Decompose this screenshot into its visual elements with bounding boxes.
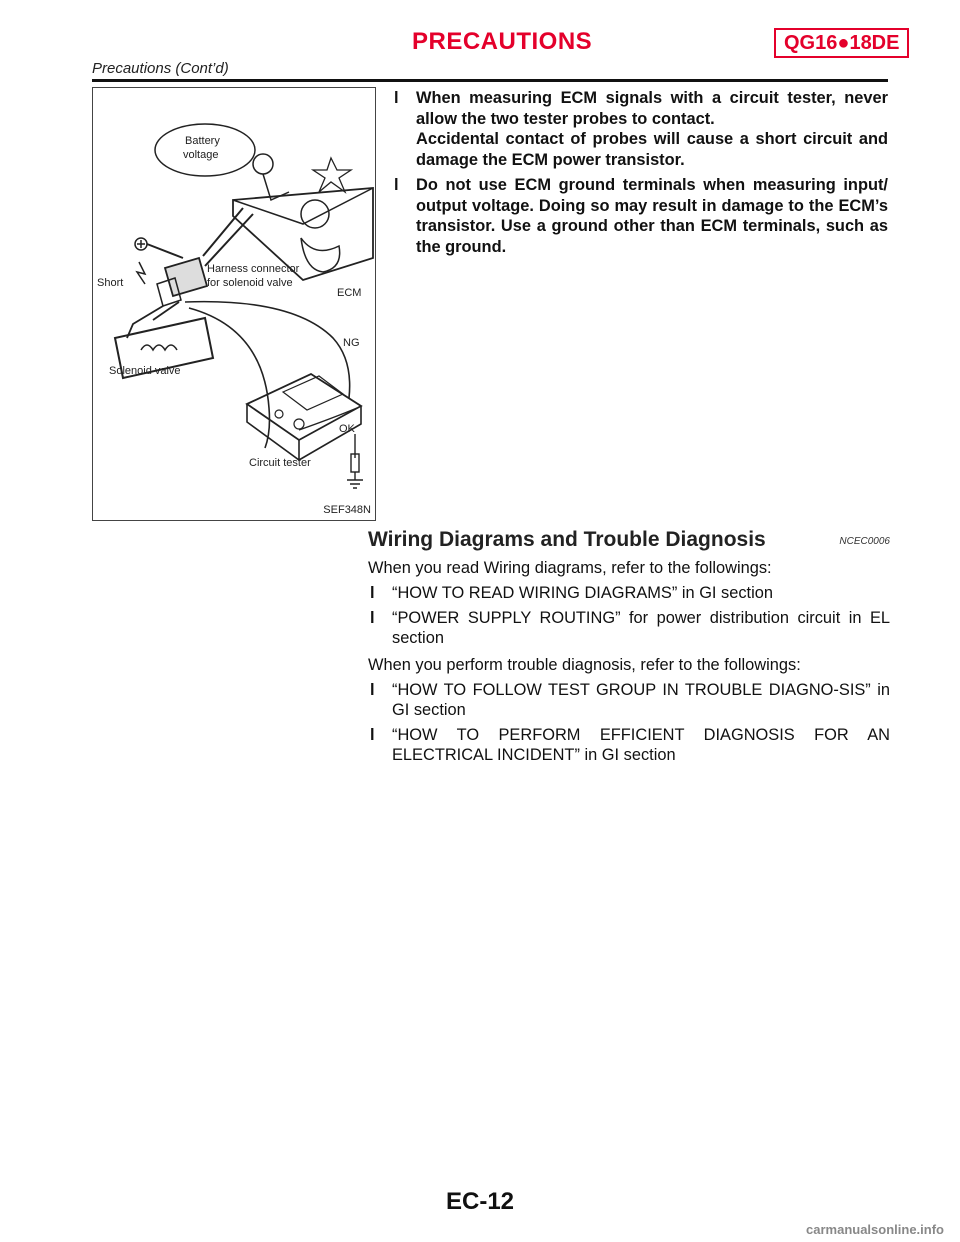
harness-label-2: for solenoid valve <box>207 277 293 289</box>
battery-label-2: voltage <box>183 149 219 161</box>
short-label: Short <box>97 277 124 289</box>
wiring-list <box>368 583 890 649</box>
harness-label-1: Harness connector <box>207 263 300 275</box>
tester-lead-probe <box>189 308 270 448</box>
solenoid-valve-label: Solenoid valve <box>109 365 181 377</box>
tester-dial-icon <box>283 376 343 410</box>
ecm-wheel-icon <box>301 200 329 228</box>
precaution-bullet-list <box>392 88 888 262</box>
bullet-icon: l <box>394 89 399 107</box>
bullet-icon: l <box>370 608 375 627</box>
section-heading <box>368 528 890 556</box>
ecm-measurement-figure <box>92 87 376 521</box>
bullet-icon: l <box>370 725 375 744</box>
list-item-text: “HOW TO FOLLOW TEST GROUP IN TROUBLE DIAGNO-SIS” in GI section <box>392 680 890 719</box>
plus-sign <box>137 240 145 248</box>
bullet-icon: l <box>394 176 399 194</box>
bullet-icon: l <box>370 680 375 699</box>
ok-label: OK <box>339 423 355 435</box>
tester-knob-2 <box>294 419 304 429</box>
precaution-item <box>392 88 888 170</box>
spark-star-icon <box>313 158 351 192</box>
character-head-icon <box>253 154 273 174</box>
list-item <box>368 583 890 604</box>
bullet-icon: l <box>370 584 375 602</box>
list-item-text: “POWER SUPPLY ROUTING” for power distribution circuit in EL section <box>392 608 890 647</box>
figure-id: SEF348N <box>323 504 371 516</box>
section-code: NCEC0006 <box>839 536 890 547</box>
ground-symbol-icon <box>347 472 363 488</box>
harness-connector-icon <box>165 258 207 296</box>
list-item <box>368 608 890 649</box>
ng-label: NG <box>343 337 360 349</box>
wiring-diagrams-section <box>368 528 890 772</box>
ecm-label: ECM <box>337 287 362 299</box>
figure-illustration <box>93 88 375 520</box>
tester-knob-1 <box>275 410 283 418</box>
list-item-text: “HOW TO READ WIRING DIAGRAMS” in GI section <box>392 584 773 602</box>
section-title: Wiring Diagrams and Trouble Diagnosis <box>368 528 766 551</box>
precaution-text: When measuring ECM signals with a circuit tester, never allow the two tester probes to contact. Accidental contact of probes will cause a short circuit and damage the ECM power transistor. <box>416 89 888 169</box>
list-item <box>368 725 890 766</box>
watermark: carmanualsonline.info <box>806 1222 944 1237</box>
character-face-icon <box>301 238 340 272</box>
wiring-intro: When you read Wiring diagrams, refer to the followings: <box>368 559 772 577</box>
precaution-text: Do not use ECM ground terminals when measuring input/ output voltage. Doing so may result in damage to the ECM’s transistor. Use a ground other than ECM terminals, such as the ground. <box>416 176 888 256</box>
list-item-text: “HOW TO PERFORM EFFICIENT DIAGNOSIS FOR AN ELECTRICAL INCIDENT” in GI section <box>392 725 890 764</box>
engine-badge: QG16●18DE <box>774 28 909 58</box>
list-item <box>368 680 890 721</box>
page-number: EC-12 <box>445 1188 515 1215</box>
circuit-tester-label: Circuit tester <box>249 457 311 469</box>
header-rule <box>92 79 888 82</box>
header-subtitle: Precautions (Cont’d) <box>92 60 229 77</box>
precaution-item <box>392 175 888 257</box>
trouble-intro: When you perform trouble diagnosis, refer to the followings: <box>368 655 801 674</box>
harness-wires <box>147 208 253 266</box>
header-title: PRECAUTIONS <box>412 28 593 55</box>
battery-label-1: Battery <box>185 135 220 147</box>
solenoid-coil-icon <box>141 345 177 350</box>
short-spark-icon <box>137 262 145 284</box>
trouble-list <box>368 680 890 766</box>
